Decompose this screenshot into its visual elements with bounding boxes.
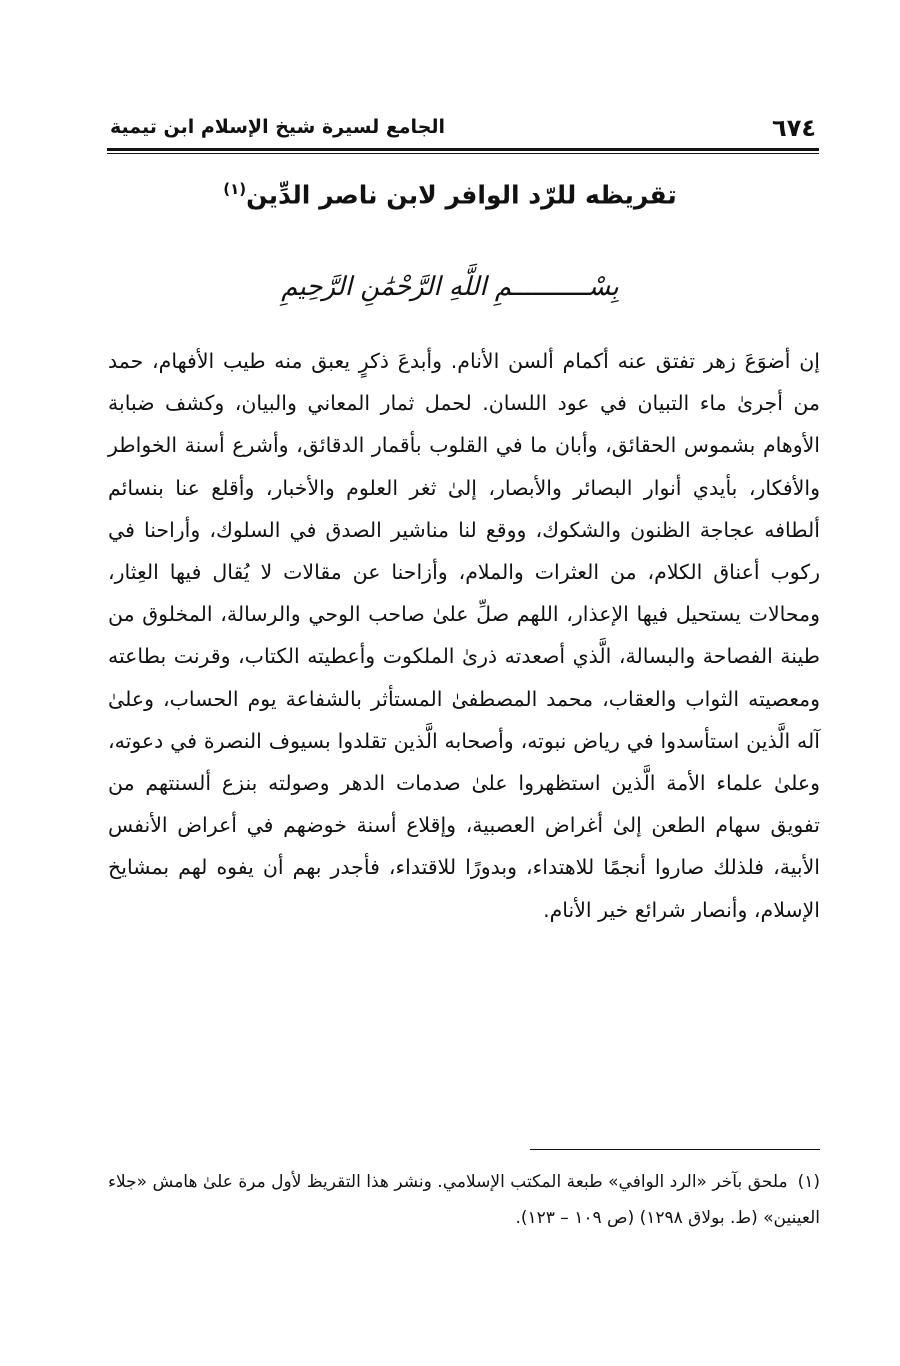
body-paragraph: إن أضوَعَ زهر تفتق عنه أكمام ألسن الأنام. وأبدعَ ذكرٍ يعبق منه طيب الأفهام، حمد من أجرىٰ ماء التبيان في عود اللسان. لحمل ثمار المعاني والبيان، وكشف ضبابة الأوهام بشموس الحقائق، وأبان ما في القلوب بأقمار الدقائق، وأشرع أسنة الخواطر والأفكار، بأيدي أنوار البصائر والأبصار، إلىٰ ثغر العلوم والأخبار، وأقلع عنا بنسائم ألطافه عجاجة الظنون والشكوك، ووقع لنا مناشير الصدق في السلوك، وأراحنا في ركوب أعناق الكلام، من العثرات والملام، وأزاحنا عن مقالات لا يُقال فيها العِثار، ومحالات يستحيل فيها الإعذار، اللهم صلِّ علىٰ صاحب الوحي والرسالة، المخلوق من طينة الفصاحة والبسالة، الَّذي أصعدته ذرىٰ الملكوت وأعطيته الكتاب، وقرنت بطاعته ومعصيته الثواب والعقاب، محمد المصطفىٰ المستأثر بالشفاعة يوم الحساب، وعلىٰ آله الَّذين استأسدوا في رياض نبوته، وأصحابه الَّذين تقلدوا بسيوف النصرة في دعوته، وعلىٰ علماء الأمة الَّذين استظهروا علىٰ صدمات الدهر وصولته بنزع ألسنتهم من تفويق سهام الطعن إلىٰ أغراض العصبية، وإقلاع أسنة خوضهم في أعراض الأنفس الأبية، فلذلك صاروا أنجمًا للاهتداء، وبدورًا للاقتداء، فأجدر بهم أن يفوه لهم بمشايخ الإسلام، وأنصار شرائع خير الأنام. — [108, 349, 820, 922]
footnote — [108, 1164, 820, 1236]
chapter-title — [0, 180, 900, 209]
footnote-separator — [530, 1149, 820, 1150]
footnote-marker: (١) — [797, 1172, 820, 1192]
running-head — [110, 112, 816, 146]
header-rule-thick — [107, 148, 819, 151]
page-number: ٦٧٤ — [772, 114, 816, 142]
basmala: بِسْــــــــــمِ اللَّهِ الرَّحْمَٰنِ الرَّحِيمِ — [281, 272, 619, 302]
chapter-title-text: تقريظه للرّد الوافر لابن ناصر الدِّين — [246, 180, 677, 210]
header-rule-thin — [107, 153, 819, 154]
chapter-footnote-ref[interactable]: (١) — [223, 180, 247, 198]
footnote-text: ملحق بآخر «الرد الوافي» طبعة المكتب الإسلامي. ونشر هذا التقريظ لأول مرة علىٰ هامش «جلاء العينين» (ط. بولاق ١٢٩٨) (ص ١٠٩ – ١٢٣). — [108, 1172, 820, 1228]
running-title: الجامع لسيرة شيخ الإسلام ابن تيمية — [110, 116, 446, 138]
